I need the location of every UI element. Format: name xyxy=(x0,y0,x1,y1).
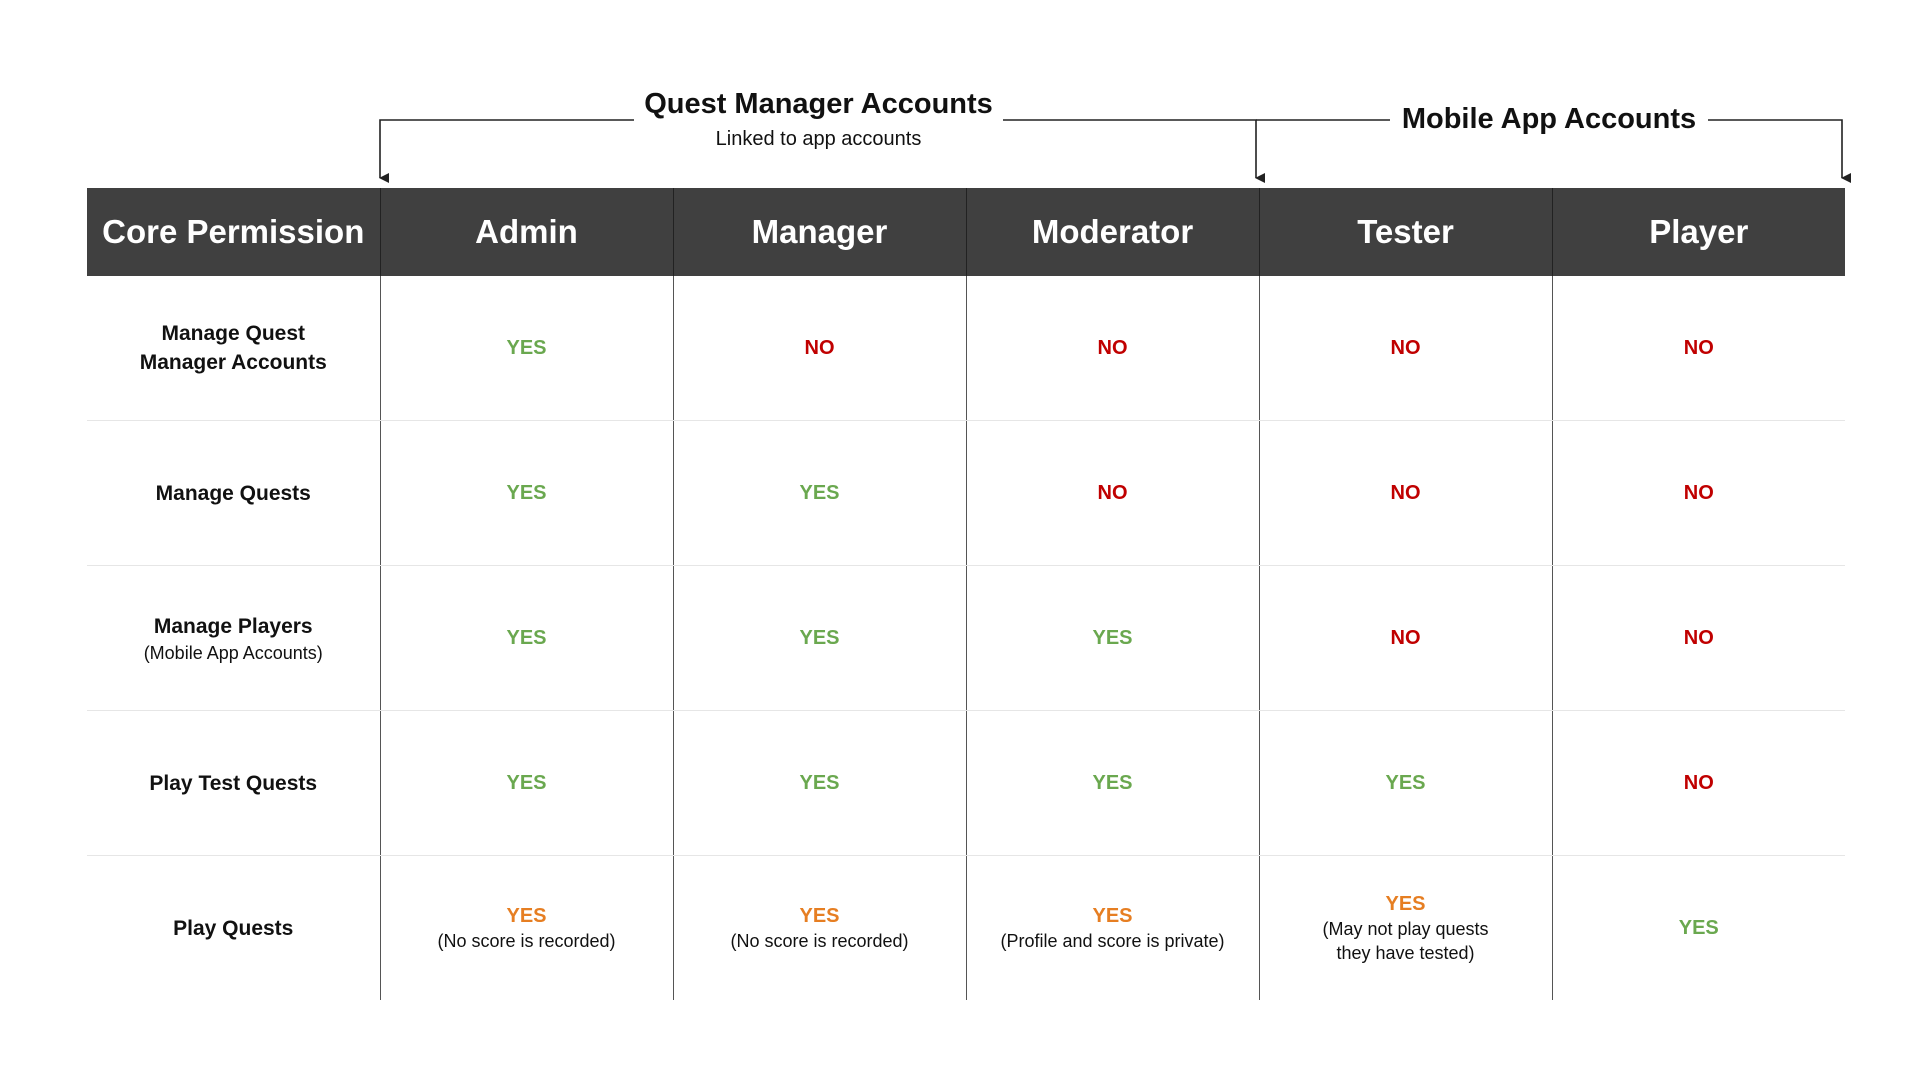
permission-name: Manage Quests xyxy=(155,481,311,505)
permission-value-cell xyxy=(673,711,966,856)
permission-name: Manage Players xyxy=(153,614,313,638)
permission-value-cell xyxy=(1552,566,1845,711)
table-row xyxy=(87,856,1845,1001)
permission-cell xyxy=(87,276,380,421)
permission-status-yes: YES xyxy=(1092,627,1133,649)
permission-cell xyxy=(87,711,380,856)
permission-status-yes: YES xyxy=(799,482,840,504)
permission-status-no: NO xyxy=(1390,337,1421,359)
table-row xyxy=(87,711,1845,856)
permissions-table xyxy=(87,188,1845,1000)
permission-status-partial: YES xyxy=(1092,905,1133,927)
permission-value-cell xyxy=(380,566,673,711)
permission-value-cell xyxy=(1552,856,1845,1001)
permission-value-cell xyxy=(966,566,1259,711)
permission-status-no: NO xyxy=(1390,482,1421,504)
header-core-permission: Core Permission xyxy=(87,188,380,276)
permission-value-cell xyxy=(380,276,673,421)
permission-cell xyxy=(87,856,380,1001)
permission-note: (Mobile App Accounts) xyxy=(143,642,323,663)
permission-status-yes: YES xyxy=(506,627,547,649)
permission-status-no: NO xyxy=(1683,482,1714,504)
quest-manager-group-subtitle: Linked to app accounts xyxy=(715,128,922,150)
permission-value-cell xyxy=(966,856,1259,1001)
permission-status-yes: YES xyxy=(506,772,547,794)
permission-value-cell xyxy=(1259,276,1552,421)
permission-status-no: NO xyxy=(1390,627,1421,649)
table-header-row xyxy=(87,188,1845,276)
permission-value-cell xyxy=(966,276,1259,421)
permission-value-cell xyxy=(966,711,1259,856)
header-admin: Admin xyxy=(380,188,673,276)
permission-status-no: NO xyxy=(1683,627,1714,649)
permission-value-cell xyxy=(673,276,966,421)
permission-condition-note: (Profile and score is private) xyxy=(1000,931,1225,951)
table-row xyxy=(87,566,1845,711)
header-moderator: Moderator xyxy=(966,188,1259,276)
table-row xyxy=(87,421,1845,566)
permission-value-cell xyxy=(1552,421,1845,566)
permission-status-partial: YES xyxy=(506,905,547,927)
permission-condition-note: (No score is recorded) xyxy=(730,931,909,951)
permission-name: Manage Quest Manager Accounts xyxy=(139,322,327,374)
permission-cell xyxy=(87,566,380,711)
permission-value-cell xyxy=(380,421,673,566)
header-player: Player xyxy=(1552,188,1845,276)
permission-status-yes: YES xyxy=(1678,917,1719,939)
permission-name: Play Test Quests xyxy=(149,771,318,795)
permission-value-cell xyxy=(673,856,966,1001)
permission-status-no: NO xyxy=(804,337,835,359)
permission-cell xyxy=(87,421,380,566)
quest-manager-group-title: Quest Manager Accounts xyxy=(644,88,993,120)
permission-name: Play Quests xyxy=(173,916,294,940)
permission-status-no: NO xyxy=(1097,482,1128,504)
permission-status-yes: YES xyxy=(799,627,840,649)
permission-value-cell xyxy=(673,566,966,711)
permission-value-cell xyxy=(380,711,673,856)
table-row xyxy=(87,276,1845,421)
mobile-app-group-title: Mobile App Accounts xyxy=(1401,103,1697,135)
permission-status-no: NO xyxy=(1097,337,1128,359)
permission-value-cell xyxy=(1259,566,1552,711)
permission-condition-note: (No score is recorded) xyxy=(437,931,616,951)
permission-value-cell xyxy=(1259,856,1552,1001)
permissions-table-body xyxy=(87,276,1845,1000)
permission-status-partial: YES xyxy=(1385,893,1426,915)
permission-status-no: NO xyxy=(1683,772,1714,794)
permission-value-cell xyxy=(673,421,966,566)
permission-condition-note: (May not play quests they have tested) xyxy=(1322,919,1489,963)
permission-value-cell xyxy=(380,856,673,1001)
permission-status-yes: YES xyxy=(506,337,547,359)
permission-status-yes: YES xyxy=(799,772,840,794)
permission-status-yes: YES xyxy=(506,482,547,504)
permission-status-no: NO xyxy=(1683,337,1714,359)
permission-value-cell xyxy=(1552,276,1845,421)
permission-status-yes: YES xyxy=(1385,772,1426,794)
permission-status-yes: YES xyxy=(1092,772,1133,794)
header-tester: Tester xyxy=(1259,188,1552,276)
permission-value-cell xyxy=(1552,711,1845,856)
permission-value-cell xyxy=(966,421,1259,566)
permission-value-cell xyxy=(1259,711,1552,856)
permission-status-partial: YES xyxy=(799,905,840,927)
header-manager: Manager xyxy=(673,188,966,276)
permission-value-cell xyxy=(1259,421,1552,566)
